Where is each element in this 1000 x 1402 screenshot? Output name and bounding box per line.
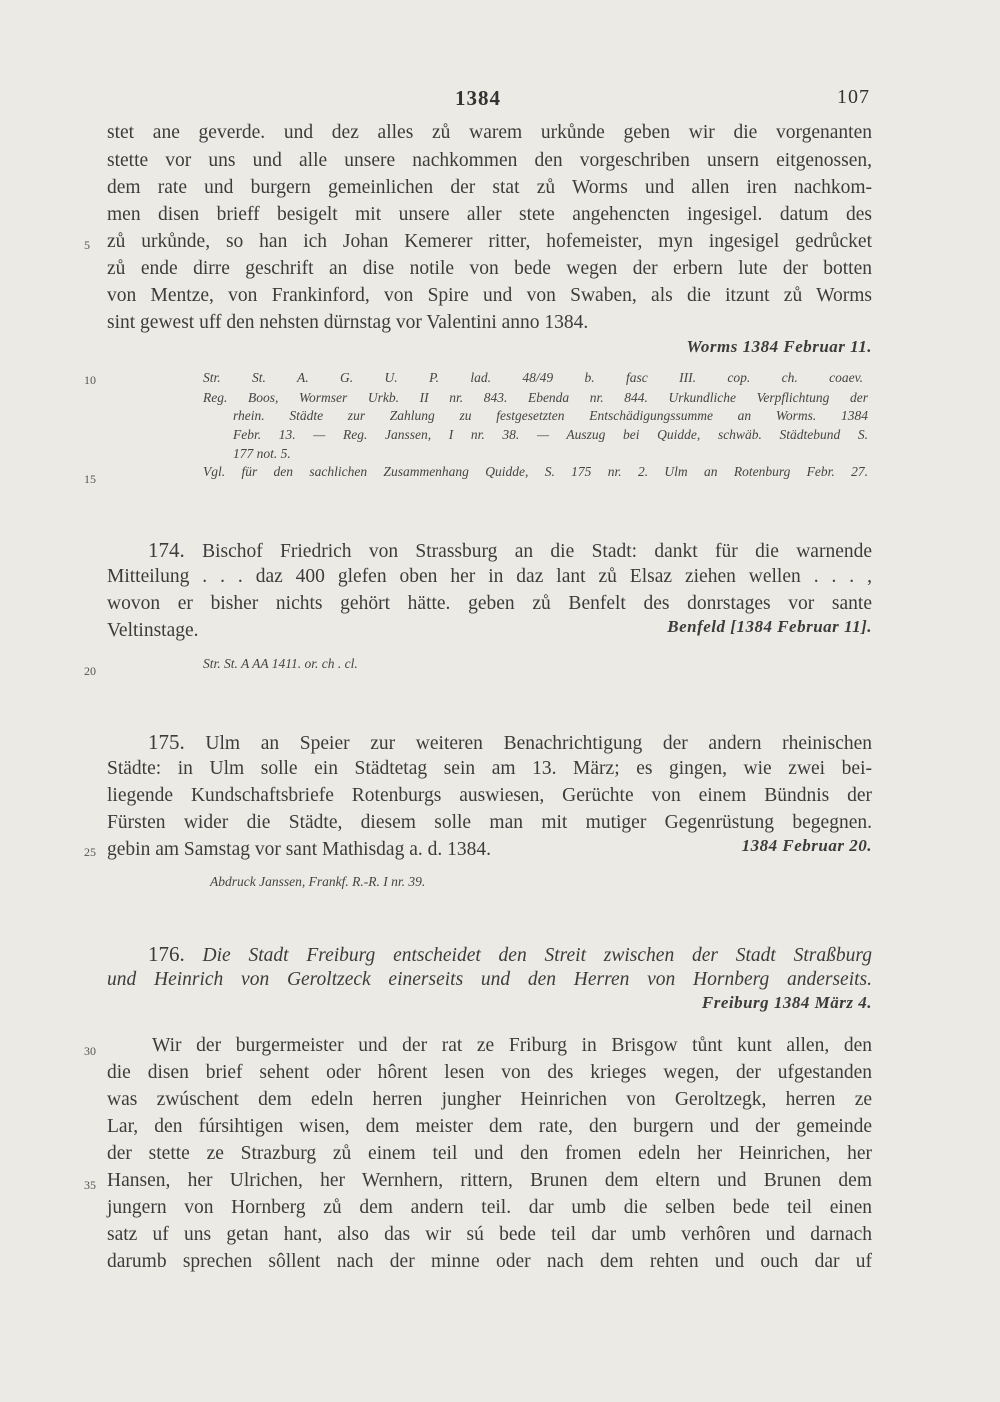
text-line: Fürsten wider die Städte, diesem solle man mit mutiger Gegenrüstung begegnen. (107, 812, 872, 833)
line-number: 5 (84, 238, 90, 252)
text-line: Städte: in Ulm solle ein Städtetag sein am 13. März; es gingen, wie zwei bei- (107, 758, 872, 779)
source-note: Str. St. A. G. U. P. lad. 48/49 b. fasc III. cop. ch. coaev. (203, 370, 863, 385)
entry-number: 174. (148, 538, 185, 562)
line-number: 10 (84, 373, 96, 387)
source-note: Str. St. A AA 1411. or. ch . cl. (203, 656, 358, 671)
text-line: stet ane geverde. und dez alles zů warem urkůnde geben wir die vorgenanten (107, 122, 872, 143)
entry-175-first-line (148, 729, 872, 757)
entry-174-first-line (148, 537, 872, 565)
source-note: Reg. Boos, Wormser Urkb. II nr. 843. Ebenda nr. 844. Urkundliche Verpflichtung der (203, 390, 868, 405)
text-line: Lar, den fúrsihtigen wisen, dem meister dem rate, den burgern und der gemeinde (107, 1116, 872, 1137)
text-line: der stette ze Strazburg zů einem teil und den fromen edeln her Heinrichen, her (107, 1143, 872, 1164)
text-line: darumb sprechen sôllent nach der minne oder nach dem rehten und ouch dar uf (107, 1251, 872, 1272)
entry-summary: Bischof Friedrich von Strassburg an die Stadt: dankt für die warnende (202, 541, 873, 562)
source-note: rhein. Städte zur Zahlung zu festgesetzten Entschädigungssumme an Worms. 1384 (233, 408, 868, 423)
entry-summary: Ulm an Speier zur weiteren Benachrichtigung der andern rheinischen (205, 733, 873, 754)
text-line: Hansen, her Ulrichen, her Wernhern, rittern, Brunen dem eltern und Brunen dem (107, 1170, 872, 1191)
text-line: wovon er bisher nichts gehört hätte. geben zů Benfelt des donrstages vor sante (107, 593, 872, 614)
text-line: men disen brieff besigelt mit unsere aller stete angehencten ingesigel. datum des (107, 204, 872, 225)
dateline: Freiburg 1384 März 4. (701, 993, 872, 1012)
dateline: Worms 1384 Februar 11. (686, 337, 872, 356)
entry-176-title (148, 941, 872, 969)
entry-title-line: und Heinrich von Geroltzeck einerseits und den Herren von Hornberg anderseits. (107, 969, 872, 990)
text-line: Veltinstage. (107, 620, 199, 641)
text-line: stette vor uns und alle unsere nachkommen den vorgeschriben unsern eitgenossen, (107, 150, 872, 171)
text-line: dem rate und burgern gemeinlichen der stat zů Worms und allen iren nachkom- (107, 177, 872, 198)
source-note: 177 not. 5. (233, 446, 291, 461)
entry-title: Die Stadt Freiburg entscheidet den Streit zwischen der Stadt Straßburg (202, 945, 872, 966)
text-line: Mitteilung . . . daz 400 glefen oben her in daz lant zů Elsaz ziehen wellen . . . , (107, 566, 872, 587)
line-number: 30 (84, 1044, 96, 1058)
line-number: 20 (84, 664, 96, 678)
text-line: Wir der burgermeister und der rat ze Friburg in Brisgow tůnt kunt allen, den (152, 1035, 872, 1056)
source-note: Vgl. für den sachlichen Zusammenhang Quidde, S. 175 nr. 2. Ulm an Rotenburg Febr. 27. (203, 464, 868, 479)
entry-number: 175. (148, 730, 185, 754)
text-line: gebin am Samstag vor sant Mathisdag a. d. 1384. (107, 839, 491, 860)
line-number: 25 (84, 845, 96, 859)
dateline: Benfeld [1384 Februar 11]. (667, 617, 872, 636)
text-line: zů urkůnde, so han ich Johan Kemerer ritter, hofemeister, myn ingesigel gedrůcket (107, 231, 872, 252)
running-header-year: 1384 (455, 86, 501, 110)
text-line: sint gewest uff den nehsten dürnstag vor Valentini anno 1384. (107, 312, 589, 333)
source-note: Abdruck Janssen, Frankf. R.-R. I nr. 39. (210, 874, 426, 889)
line-number: 15 (84, 472, 96, 486)
line-number: 35 (84, 1178, 96, 1192)
text-line: zů ende dirre geschrift an dise notile von bede wegen der erbern lute der botten (107, 258, 872, 279)
text-line: was zwúschent dem edeln herren jungher Heinrichen von Geroltzegk, herren ze (107, 1089, 872, 1110)
text-line: satz uf uns getan hant, also das wir sú bede teil dar umb verhôren und darnach (107, 1224, 872, 1245)
text-line: von Mentze, von Frankinford, von Spire und von Swaben, als die itzunt zů Worms (107, 285, 872, 306)
text-line: jungern von Hornberg zů dem andern teil. dar umb die selben bede teil einen (107, 1197, 872, 1218)
entry-number: 176. (148, 942, 185, 966)
dateline: 1384 Februar 20. (741, 836, 872, 855)
text-line: liegende Kundschaftsbriefe Rotenburgs auswiesen, Gerüchte von einem Bündnis der (107, 785, 872, 806)
page-number: 107 (837, 86, 870, 108)
source-note: Febr. 13. — Reg. Janssen, I nr. 38. — Auszug bei Quidde, schwäb. Städtebund S. (233, 427, 868, 442)
text-line: die disen brief sehent oder hôrent lesen von des krieges wegen, der ufgestanden (107, 1062, 872, 1083)
